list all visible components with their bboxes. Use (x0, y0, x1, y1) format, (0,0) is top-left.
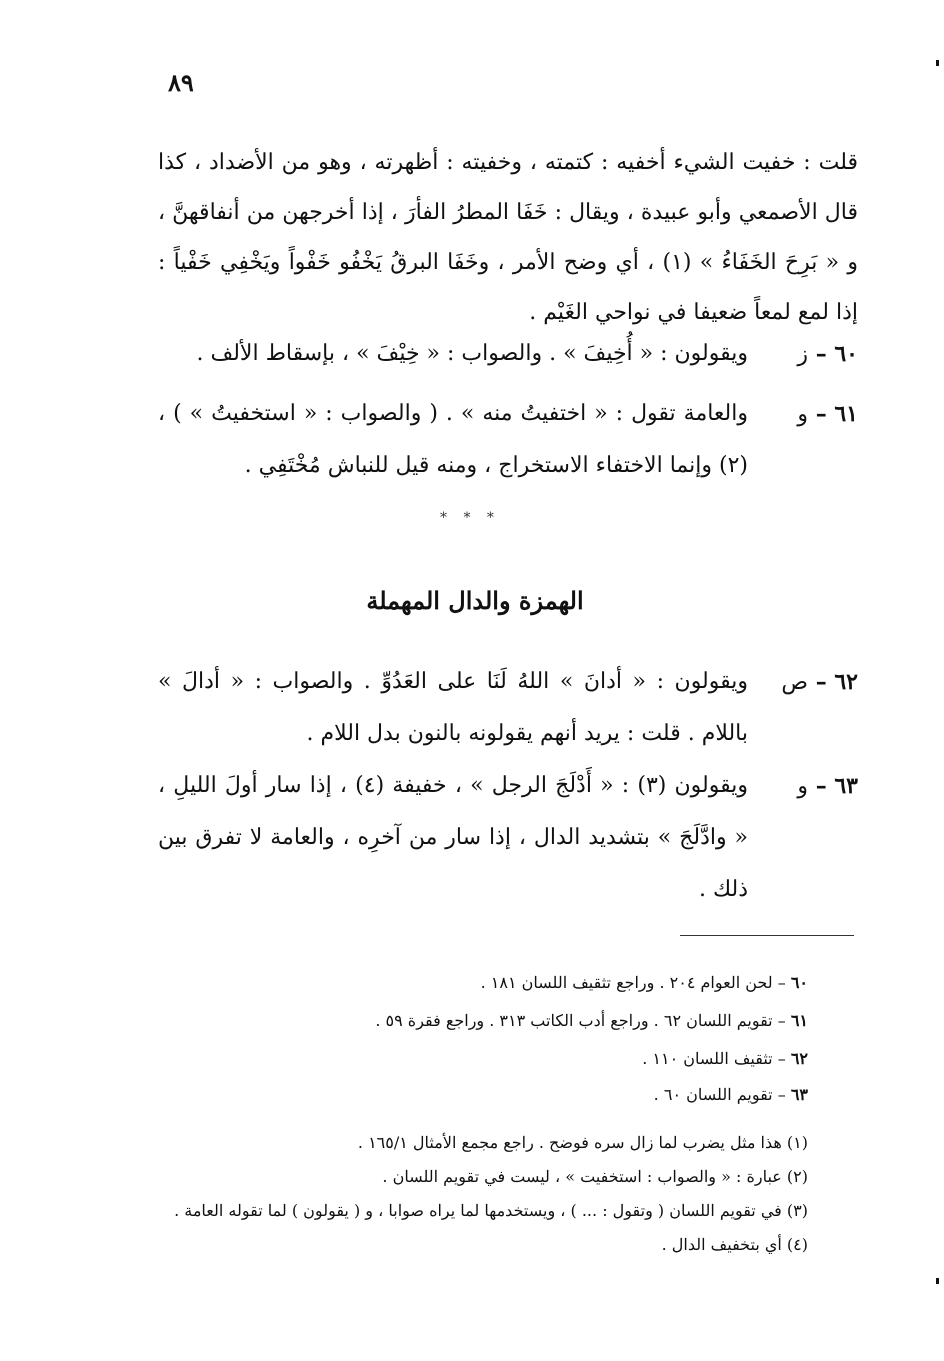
entry-source-letter: و (797, 774, 809, 799)
source-note-63 (654, 1078, 808, 1112)
entry-text: ويقولون (٣) : « أَدْلَجَ الرجل » ، خفيفة (٤) ، إذا سار أولَ الليلِ ، « وادَّلَجَ » بتشديد الدال ، إذا سار من آخرِه ، والعامة لا تفرق بين ذلك . (158, 773, 748, 902)
footnote-3: (٣) في تقويم اللسان ( وتقول : ... ) ، ويستخدمها لما يراه صوابا ، و ( يقولون ) لما تقوله العامة . (174, 1201, 808, 1220)
source-note-62 (642, 1042, 808, 1076)
entry-61 (158, 388, 858, 492)
source-note-number: ٦٢ (790, 1049, 808, 1068)
source-note-60 (481, 966, 808, 1000)
entry-label: ٦٠ – ز (797, 341, 858, 367)
page-number: ٨٩ (168, 68, 194, 97)
footnote-2: (٢) عبارة : « والصواب : استخفيت » ، ليست في تقويم اللسان . (382, 1167, 808, 1186)
entry-number: ٦٠ (834, 341, 858, 367)
footnote-rule (680, 935, 854, 936)
scan-speck (936, 1278, 939, 1284)
entry-source-letter: ص (781, 670, 809, 695)
source-note-61 (375, 1004, 808, 1038)
source-note-text: – لحن العوام ٢٠٤ . وراجع تثقيف اللسان ١٨١ . (480, 973, 786, 992)
section-heading: الهمزة والدال المهملة (366, 586, 584, 615)
source-note-number: ٦١ (790, 1011, 808, 1030)
entry-60 (158, 328, 858, 380)
source-note-text: – تقويم اللسان ٦٢ . وراجع أدب الكاتب ٣١٣ . وراجع فقرة ٥٩ . (375, 1011, 786, 1030)
source-note-number: ٦٠ (790, 973, 808, 992)
entry-number: ٦٣ (834, 773, 858, 799)
entry-label: ٦٢ – ص (781, 669, 858, 695)
entry-label: ٦٣ – و (797, 773, 858, 799)
section-separator: * * * (440, 510, 500, 526)
entry-text: والعامة تقول : « اختفيتُ منه » . ( والصواب : « استخفيتُ » ) ، (٢) وإنما الاختفاء الاستخراج ، ومنه قيل للنباش مُخْتَفِي . (158, 401, 748, 478)
entry-text: ويقولون : « أُخِيفَ » . والصواب : « خِيْفَ » ، بإسقاط الألف . (196, 341, 748, 366)
entry-number: ٦٢ (834, 669, 858, 695)
entry-source-letter: ز (797, 342, 809, 367)
intro-paragraph: قلت : خفيت الشيء أخفيه : كتمته ، وخفيته : أظهرته ، وهو من الأضداد ، كذا قال الأصمعي وأبو عبيدة ، ويقال : خَفَا المطرُ الفأرَ ، إذا أخرجهن من أنفاقهنَّ ، و « بَرِحَ الخَفَاءُ » (١) ، أي وضح الأمر ، وخَفَا البرقُ يَخْفُو خَفْواً ويَخْفِي خَفْياً : إذا لمع لمعاً ضعيفا في نواحي الغَيْم . (158, 150, 859, 325)
source-note-text: – تقويم اللسان ٦٠ . (653, 1085, 786, 1104)
footnote-4: (٤) أي بتخفيف الدال . (661, 1235, 808, 1254)
source-note-number: ٦٣ (790, 1085, 808, 1104)
entry-source-letter: و (797, 402, 809, 427)
source-note-text: – تثقيف اللسان ١١٠ . (642, 1049, 786, 1068)
entry-63 (158, 760, 858, 916)
entry-label: ٦١ – و (797, 401, 858, 427)
scan-speck (936, 60, 939, 66)
entry-text: ويقولون : « أدانَ » اللهُ لَنَا على العَدُوِّ . والصواب : « أدالَ » باللام . قلت : يريد أنهم يقولونه بالنون بدل اللام . (158, 669, 748, 746)
footnote-1: (١) هذا مثل يضرب لما زال سره فوضح . راجع مجمع الأمثال ١٦٥/١ . (357, 1133, 808, 1152)
entry-number: ٦١ (834, 401, 858, 427)
entry-62 (158, 656, 858, 760)
